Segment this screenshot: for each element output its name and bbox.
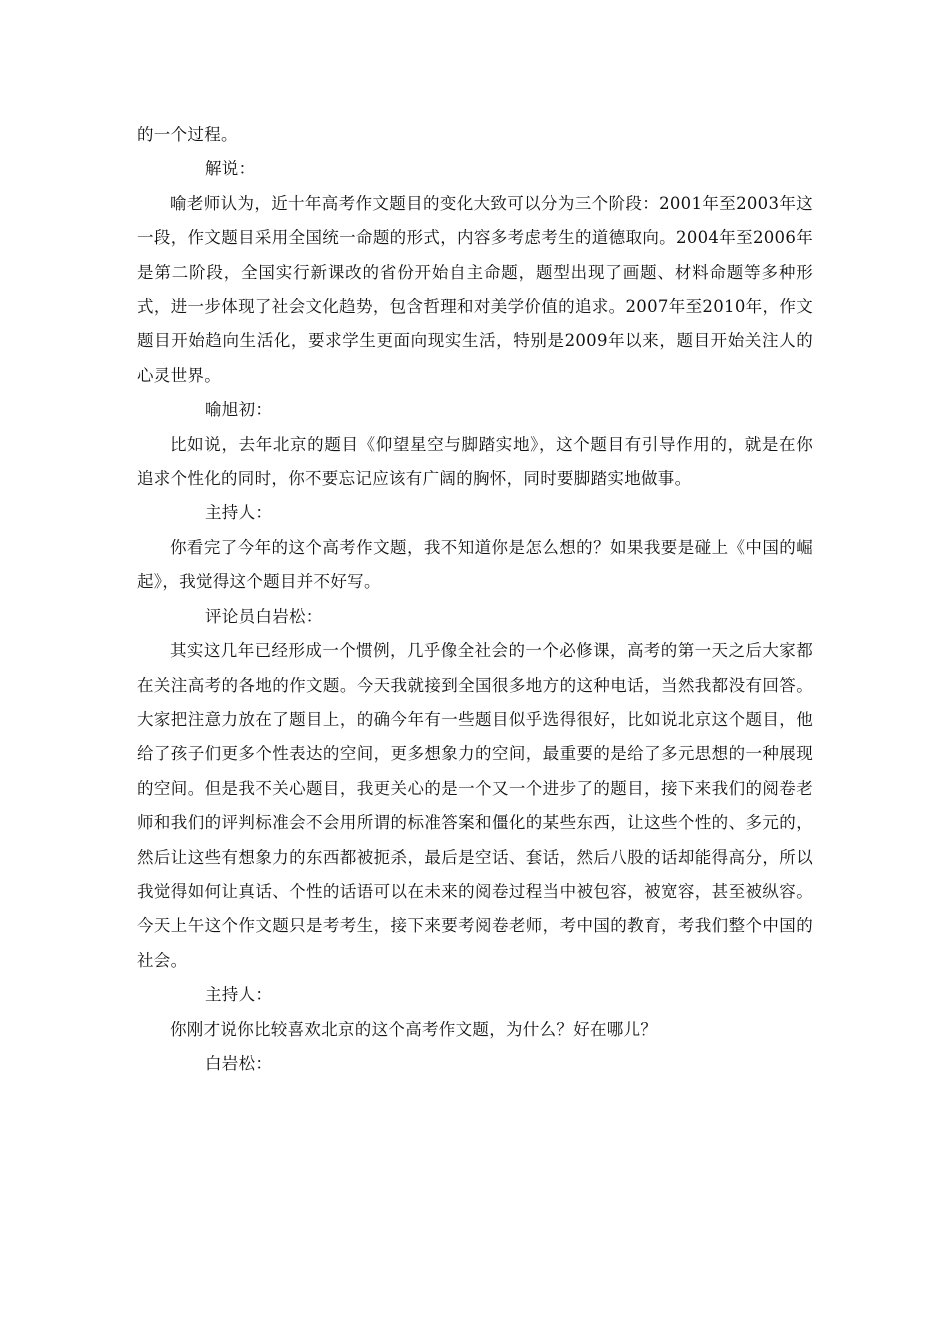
paragraph-continuation: 的一个过程。 (137, 125, 238, 144)
paragraph-host-2: 你刚才说你比较喜欢北京的这个高考作文题，为什么？好在哪儿？ (170, 1019, 658, 1039)
speaker-label-bai-yansong: 白岩松： (205, 1053, 273, 1073)
speaker-label-host-2: 主持人： (205, 985, 273, 1005)
paragraph-yu-xuchu: 比如说，去年北京的题目《仰望星空与脚踏实地》，这个题目有引导作用的，就是在你追求个性化的同时，你不要忘记应该有广阔的胸怀，同时要脚踏实地做事。 (137, 434, 813, 489)
paragraph-commentator: 其实这几年已经形成一个惯例，几乎像全社会的一个必修课，高考的第一天之后大家都在关注高考的各地的作文题。今天我就接到全国很多地方的这种电话，当然我都没有回答。大家把注意力放在了题目上，的确今年有一些题目似乎选得很好，比如说北京这个题目，他给了孩子们更多个性表达的空间，更多想象力的空间，最重要的是给了多元思想的一种展现的空间。但是我不关心题目，我更关心的是一个又一个进步了的题目，接下来我们的阅卷老师和我们的评判标准会不会用所谓的标准答案和僵化的某些东西，让这些个性的、多元的，然后让这些有想象力的东西都被扼杀，最后是空话、套话，然后八股的话却能得高分，所以我觉得如何让真话、个性的话语可以在未来的阅卷过程当中被包容，被宽容，甚至被纵容。今天上午这个作文题只是考考生，接下来要考阅卷老师，考中国的教育，考我们整个中国的社会。 (137, 641, 813, 970)
speaker-label-commentator: 评论员白岩松： (205, 606, 323, 626)
paragraph-narration: 喻老师认为，近十年高考作文题目的变化大致可以分为三个阶段：2001年至2003年这一段，作文题目采用全国统一命题的形式，内容多考虑考生的道德取向。2004年至2006年是第二阶段，全国实行新课改的省份开始自主命题，题型出现了画题、材料命题等多种形式，进一步体现了社会文化趋势，包含哲理和对美学价值的追求。2007年至2010年，作文题目开始趋向生活化，要求学生更面向现实生活，特别是2009年以来，题目开始关注人的心灵世界。 (137, 193, 813, 385)
document-page (137, 118, 813, 1081)
speaker-label-narration: 解说： (205, 159, 256, 179)
paragraph-host: 你看完了今年的这个高考作文题，我不知道你是怎么想的？如果我要是碰上《中国的崛起》，我觉得这个题目并不好写。 (137, 537, 813, 592)
speaker-label-host: 主持人： (205, 503, 273, 523)
speaker-label-yu-xuchu: 喻旭初： (205, 400, 273, 420)
